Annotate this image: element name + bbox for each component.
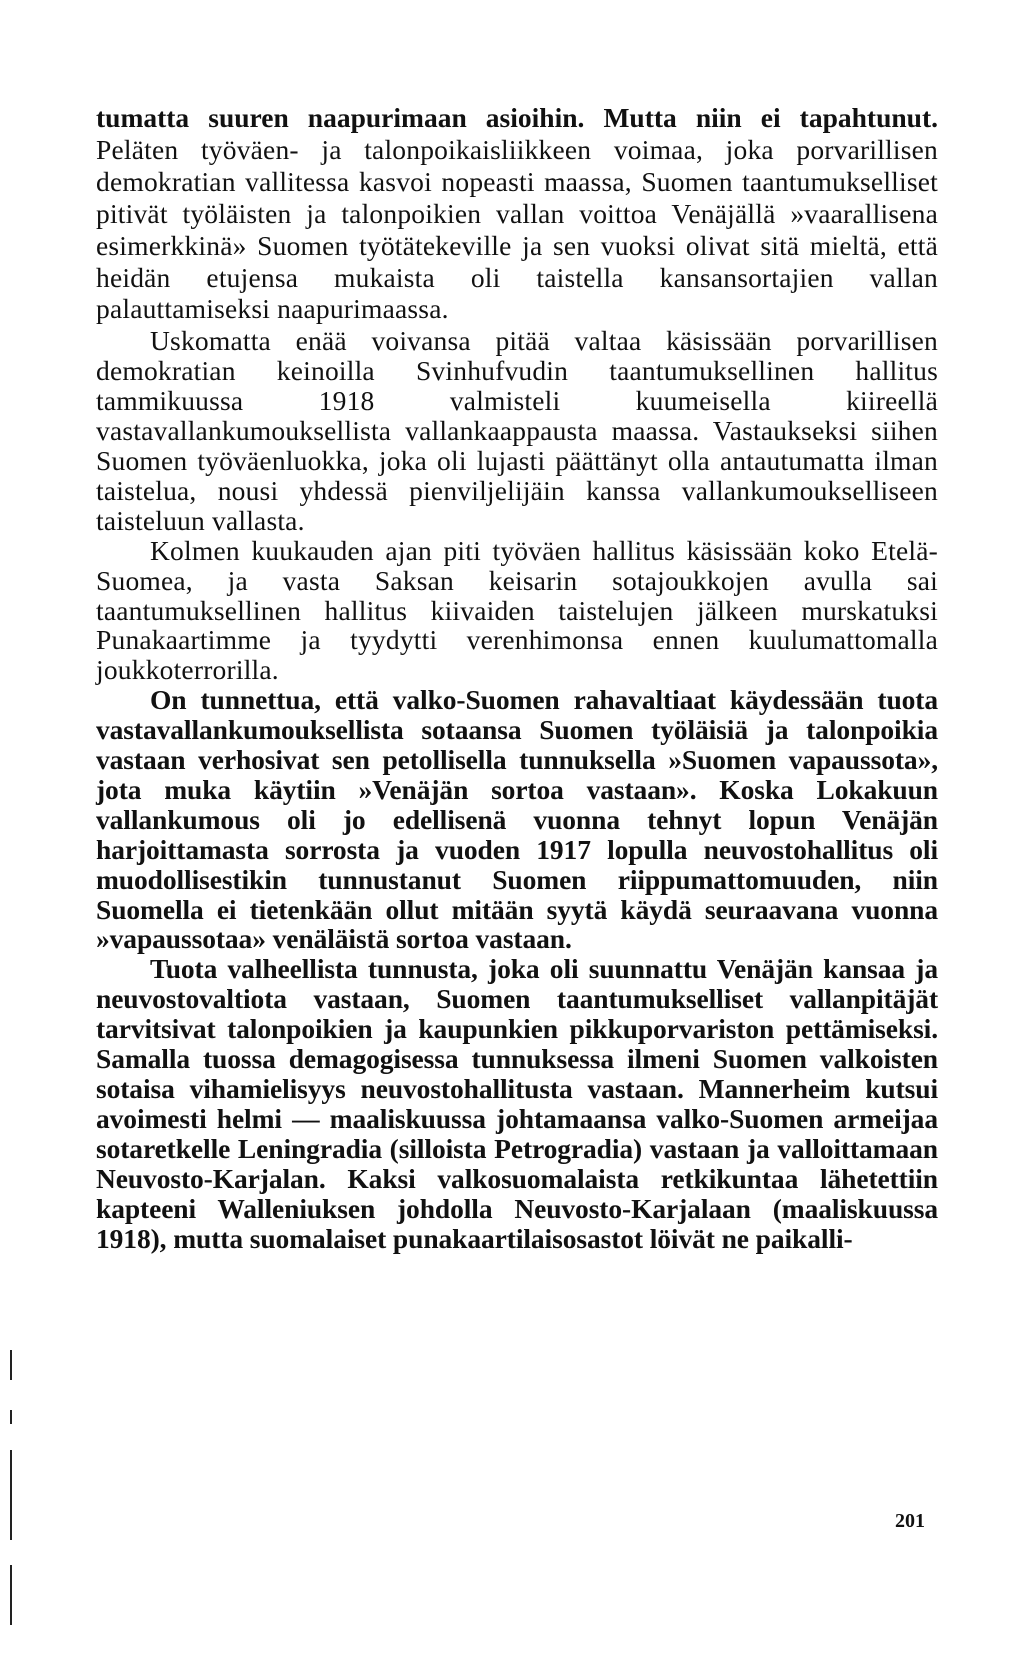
paragraph-5: Tuota valheellista tunnusta, joka oli suunnattu Venäjän kansaa ja neuvostovaltiota vastaan, Suomen taantumukselliset vallanpitäjät tarvitsivat talonpoikien ja kaupunkien pikkuporvariston pettämiseksi. Samalla tuossa demagogisessa tunnuksessa ilmeni Suomen valkoisten sotaisa vihamielisyys neuvostohallitusta vastaan. Mannerheim kutsui avoimesti helmi — maaliskuussa johtamaansa valko-Suomen armeijaa sotaretkelle Leningradia (silloista Petrogradia) vastaan ja valloittamaan Neuvosto-Karjalan. Kaksi valkosuomalaista retkikuntaa lähetettiin kapteeni Walleniuksen johdolla Neuvosto-Karjalaan (maaliskuussa 1918), mutta suomalaiset punakaartilaisosastot löivät ne paikalli-: [96, 953, 938, 1254]
margin-mark: [10, 1450, 12, 1540]
body-text: [96, 103, 938, 1253]
paragraph-1-body: Peläten työväen- ja talonpoikaisliikkeen voimaa, joka porvarillisen demokratian vallitessa kasvoi nopeasti maassa, Suomen taantumukselliset pitivät työläisten ja talonpoikien vallan voittoa Venäjällä »vaarallisena esimerkkinä» Suomen työtätekeville ja sen vuoksi olivat sitä mieltä, että heidän etujensa mukaista oli taistella kansansortajien vallan palauttamiseksi naapurimaassa.: [96, 133, 938, 325]
paragraph-4: On tunnettua, että valko-Suomen rahavaltiaat käydessään tuota vastavallankumouksellista sotaansa Suomen työläisiä ja talonpoikia vastaan verhosivat sen petollisella tunnuksella »Suomen vapaussota», jota muka käytiin »Venäjän sortoa vastaan». Koska Lokakuun vallankumous oli jo edellisenä vuonna tehnyt lopun Venäjän harjoittamasta sorrosta ja vuoden 1917 lopulla neuvostohallitus oli muodollisestikin tunnustanut Suomen riippumattomuuden, niin Suomella ei tietenkään ollut mitään syytä käydä seuraavana vuonna »vapaussotaa» venäläistä sortoa vastaan.: [96, 684, 938, 955]
paragraph-1: [96, 103, 938, 326]
margin-mark: [10, 1350, 12, 1380]
margin-mark: [10, 1410, 12, 1424]
paragraph-2: Uskomatta enää voivansa pitää valtaa käsissään porvarillisen demokratian keinoilla Svinhufvudin taantumuksellinen hallitus tammikuussa 1918 valmisteli kuumeisella kiireellä vastavallankumouksellista vallankaappausta maassa. Vastaukseksi siihen Suomen työväenluokka, joka oli lujasti päättänyt olla antautumatta ilman taistelua, nousi yhdessä pienviljelijäin kanssa vallankumoukselliseen taisteluun vallasta.: [96, 325, 938, 536]
margin-mark: [10, 1565, 12, 1625]
paragraph-3: Kolmen kuukauden ajan piti työväen hallitus käsissään koko Etelä-Suomea, ja vasta Saksan keisarin sotajoukkojen avulla sai taantumuksellinen hallitus kiivaiden taistelujen jälkeen murskatuksi Punakaartimme ja tyydytti verenhimonsa ennen kuulumattomalla joukkoterrorilla.: [96, 534, 938, 686]
page-number: 201: [895, 1510, 925, 1532]
paragraph-1-lead: tumatta suuren naapurimaan asioihin. Mutta niin ei tapahtunut.: [96, 102, 938, 133]
